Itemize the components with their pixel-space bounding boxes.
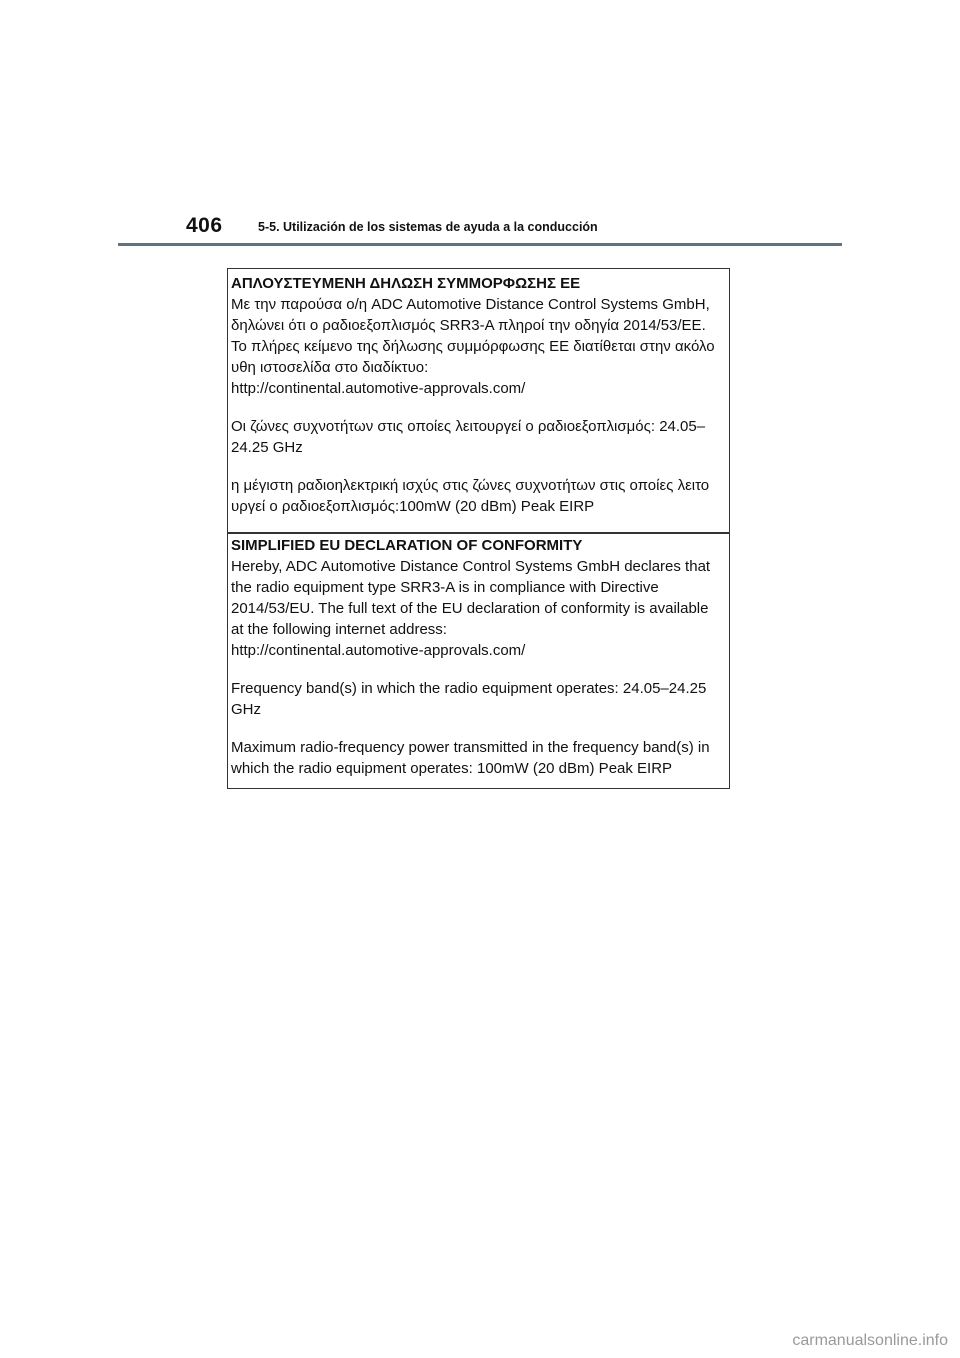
english-p2-line-1: Frequency band(s) in which the radio equipment operates: 24.05–24.25 <box>231 680 707 697</box>
english-p3-line-1: Maximum radio-frequency power transmitted in the frequency band(s) in <box>231 739 710 756</box>
english-url: http://continental.automotive-approvals.com/ <box>231 642 526 659</box>
greek-p2-line-1: Οι ζώνες συχνοτήτων στις οποίες λειτουργεί ο ραδιοεξοπλισμός: 24.05– <box>231 418 706 435</box>
header-rule <box>118 243 842 246</box>
english-p1-line-3: 2014/53/EU. The full text of the EU declaration of conformity is available <box>231 600 709 617</box>
greek-p3-line-1: η μέγιστη ραδιοηλεκτρική ισχύς στις ζώνες συχνοτήτων στις οποίες λειτο <box>231 477 710 494</box>
section-title: 5-5. Utilización de los sistemas de ayuda a la conducción <box>258 220 598 234</box>
english-p1-line-1: Hereby, ADC Automotive Distance Control Systems GmbH declares that <box>231 558 711 575</box>
watermark: carmanualsonline.info <box>792 1332 948 1349</box>
declaration-box <box>227 268 730 789</box>
greek-heading: ΑΠΛΟΥΣΤΕΥΜΕΝΗ ΔΗΛΩΣΗ ΣΥΜΜΟΡΦΩΣΗΣ ΕΕ <box>231 275 581 292</box>
english-heading: SIMPLIFIED EU DECLARATION OF CONFORMITY <box>231 537 583 554</box>
greek-p2-line-2: 24.25 GHz <box>231 439 303 456</box>
english-p3-line-2: which the radio equipment operates: 100mW (20 dBm) Peak EIRP <box>231 760 673 777</box>
page-number: 406 <box>186 214 223 237</box>
english-p2-line-2: GHz <box>231 701 261 718</box>
english-p1-line-2: the radio equipment type SRR3-A is in compliance with Directive <box>231 579 659 596</box>
section-divider <box>228 532 729 534</box>
greek-p1-line-2: δηλώνει ότι ο ραδιοεξοπλισμός SRR3-A πληροί την οδηγία 2014/53/ΕΕ. <box>231 317 706 334</box>
greek-p1-line-3: Το πλήρες κείμενο της δήλωσης συμμόρφωσης ΕΕ διατίθεται στην ακόλο <box>231 338 715 355</box>
greek-p3-line-2: υργεί ο ραδιοεξοπλισμός:100mW (20 dBm) Peak EIRP <box>231 498 595 515</box>
greek-url: http://continental.automotive-approvals.com/ <box>231 380 526 397</box>
english-p1-line-4: at the following internet address: <box>231 621 447 638</box>
greek-p1-line-1: Με την παρούσα ο/η ADC Automotive Distance Control Systems GmbH, <box>231 296 710 313</box>
english-declaration <box>231 535 727 779</box>
greek-declaration <box>231 273 727 517</box>
greek-p1-line-4: υθη ιστοσελίδα στο διαδίκτυο: <box>231 359 429 376</box>
